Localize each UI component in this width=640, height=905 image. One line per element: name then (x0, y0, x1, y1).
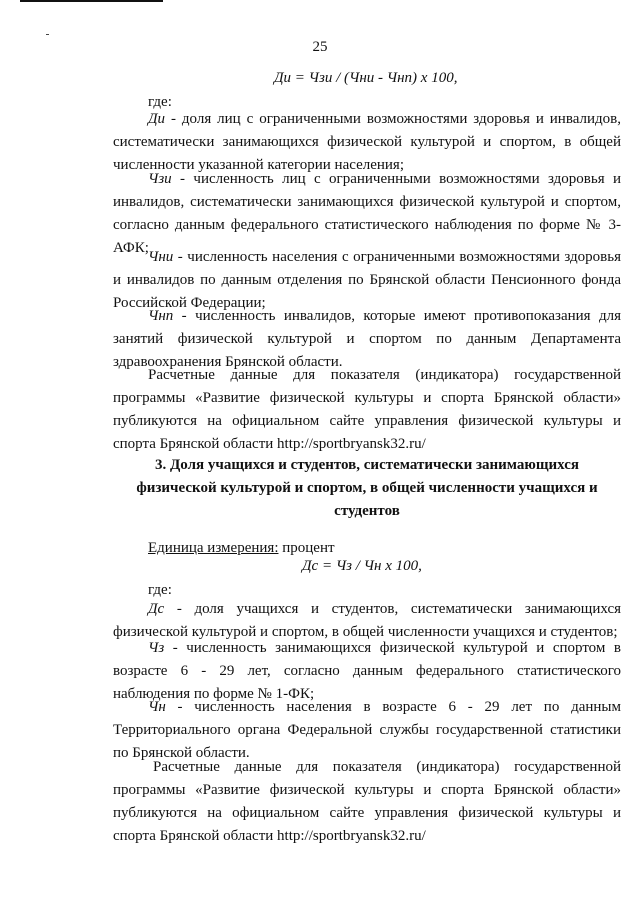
page-number: 25 (312, 39, 328, 55)
section-heading: 3. Доля учащихся и студентов, систематически занимающихся физической культурой и спортом, в общей численности учащихся и студентов (136, 457, 598, 519)
symbol: Чз (148, 640, 165, 656)
definition-text: - доля учащихся и студентов, систематически занимающихся физической культурой и спортом, в общей численности учащихся и студентов; (113, 601, 621, 640)
symbol: Чзи (148, 171, 172, 187)
definition-text: - численность лиц с ограниченными возможностями здоровья и инвалидов, систематически занимающихся физической культурой и спортом, согласно данным федерального статистического наблюдения по форме № 3-АФК; (113, 171, 621, 256)
symbol: Ди (148, 111, 166, 127)
definition-text: - численность инвалидов, которые имеют противопоказания для занятий физической культурой и спортом по данным Департамента здравоохранения Брянской области. (113, 308, 621, 370)
unit-label: Единица измерения: (148, 540, 279, 556)
unit-value: процент (278, 540, 335, 556)
scan-mark (46, 34, 49, 35)
top-rule (20, 0, 163, 2)
where-label-2: где: (148, 582, 172, 598)
note-paragraph-1: Расчетные данные для показателя (индикатора) государственной программы «Развитие физической культуры и спорта Брянской области» публикуются на официальном сайте управления физической культуры и спорта Брянской области http://sportbryansk32.ru/ (113, 367, 621, 452)
definition-text: - численность населения с ограниченными возможностями здоровья и инвалидов по данным отделения по Брянской области Пенсионного фонда Российской Федерации; (113, 249, 621, 311)
definition-text: - численность занимающихся физической культурой и спортом в возрасте 6 - 29 лет, согласно данным федерального статистического наблюдения по форме № 1-ФК; (113, 640, 621, 702)
symbol: Чнп (148, 308, 174, 324)
formula-di: Ди = Чзи / (Чни - Чнп) х 100, (274, 70, 458, 86)
symbol: Дс (148, 601, 165, 617)
note-paragraph-2: Расчетные данные для показателя (индикатора) государственной программы «Развитие физической культуры и спорта Брянской области» публикуются на официальном сайте управления физической культуры и спорта Брянской области http://sportbryansk32.ru/ (113, 759, 621, 844)
symbol: Чн (148, 699, 166, 715)
definition-di (113, 108, 621, 177)
where-label-1: где: (148, 94, 172, 110)
symbol: Чни (148, 249, 174, 265)
formula-ds: Дс = Чз / Чн х 100, (302, 558, 422, 574)
definition-text: - доля лиц с ограниченными возможностями здоровья и инвалидов, систематически занимающихся физической культурой и спортом, в общей численности указанной категории населения; (113, 111, 621, 173)
definition-text: - численность населения в возрасте 6 - 29 лет по данным Территориального органа Федеральной службы государственной статистики по Брянской области. (113, 699, 621, 761)
definition-chn (113, 696, 621, 765)
